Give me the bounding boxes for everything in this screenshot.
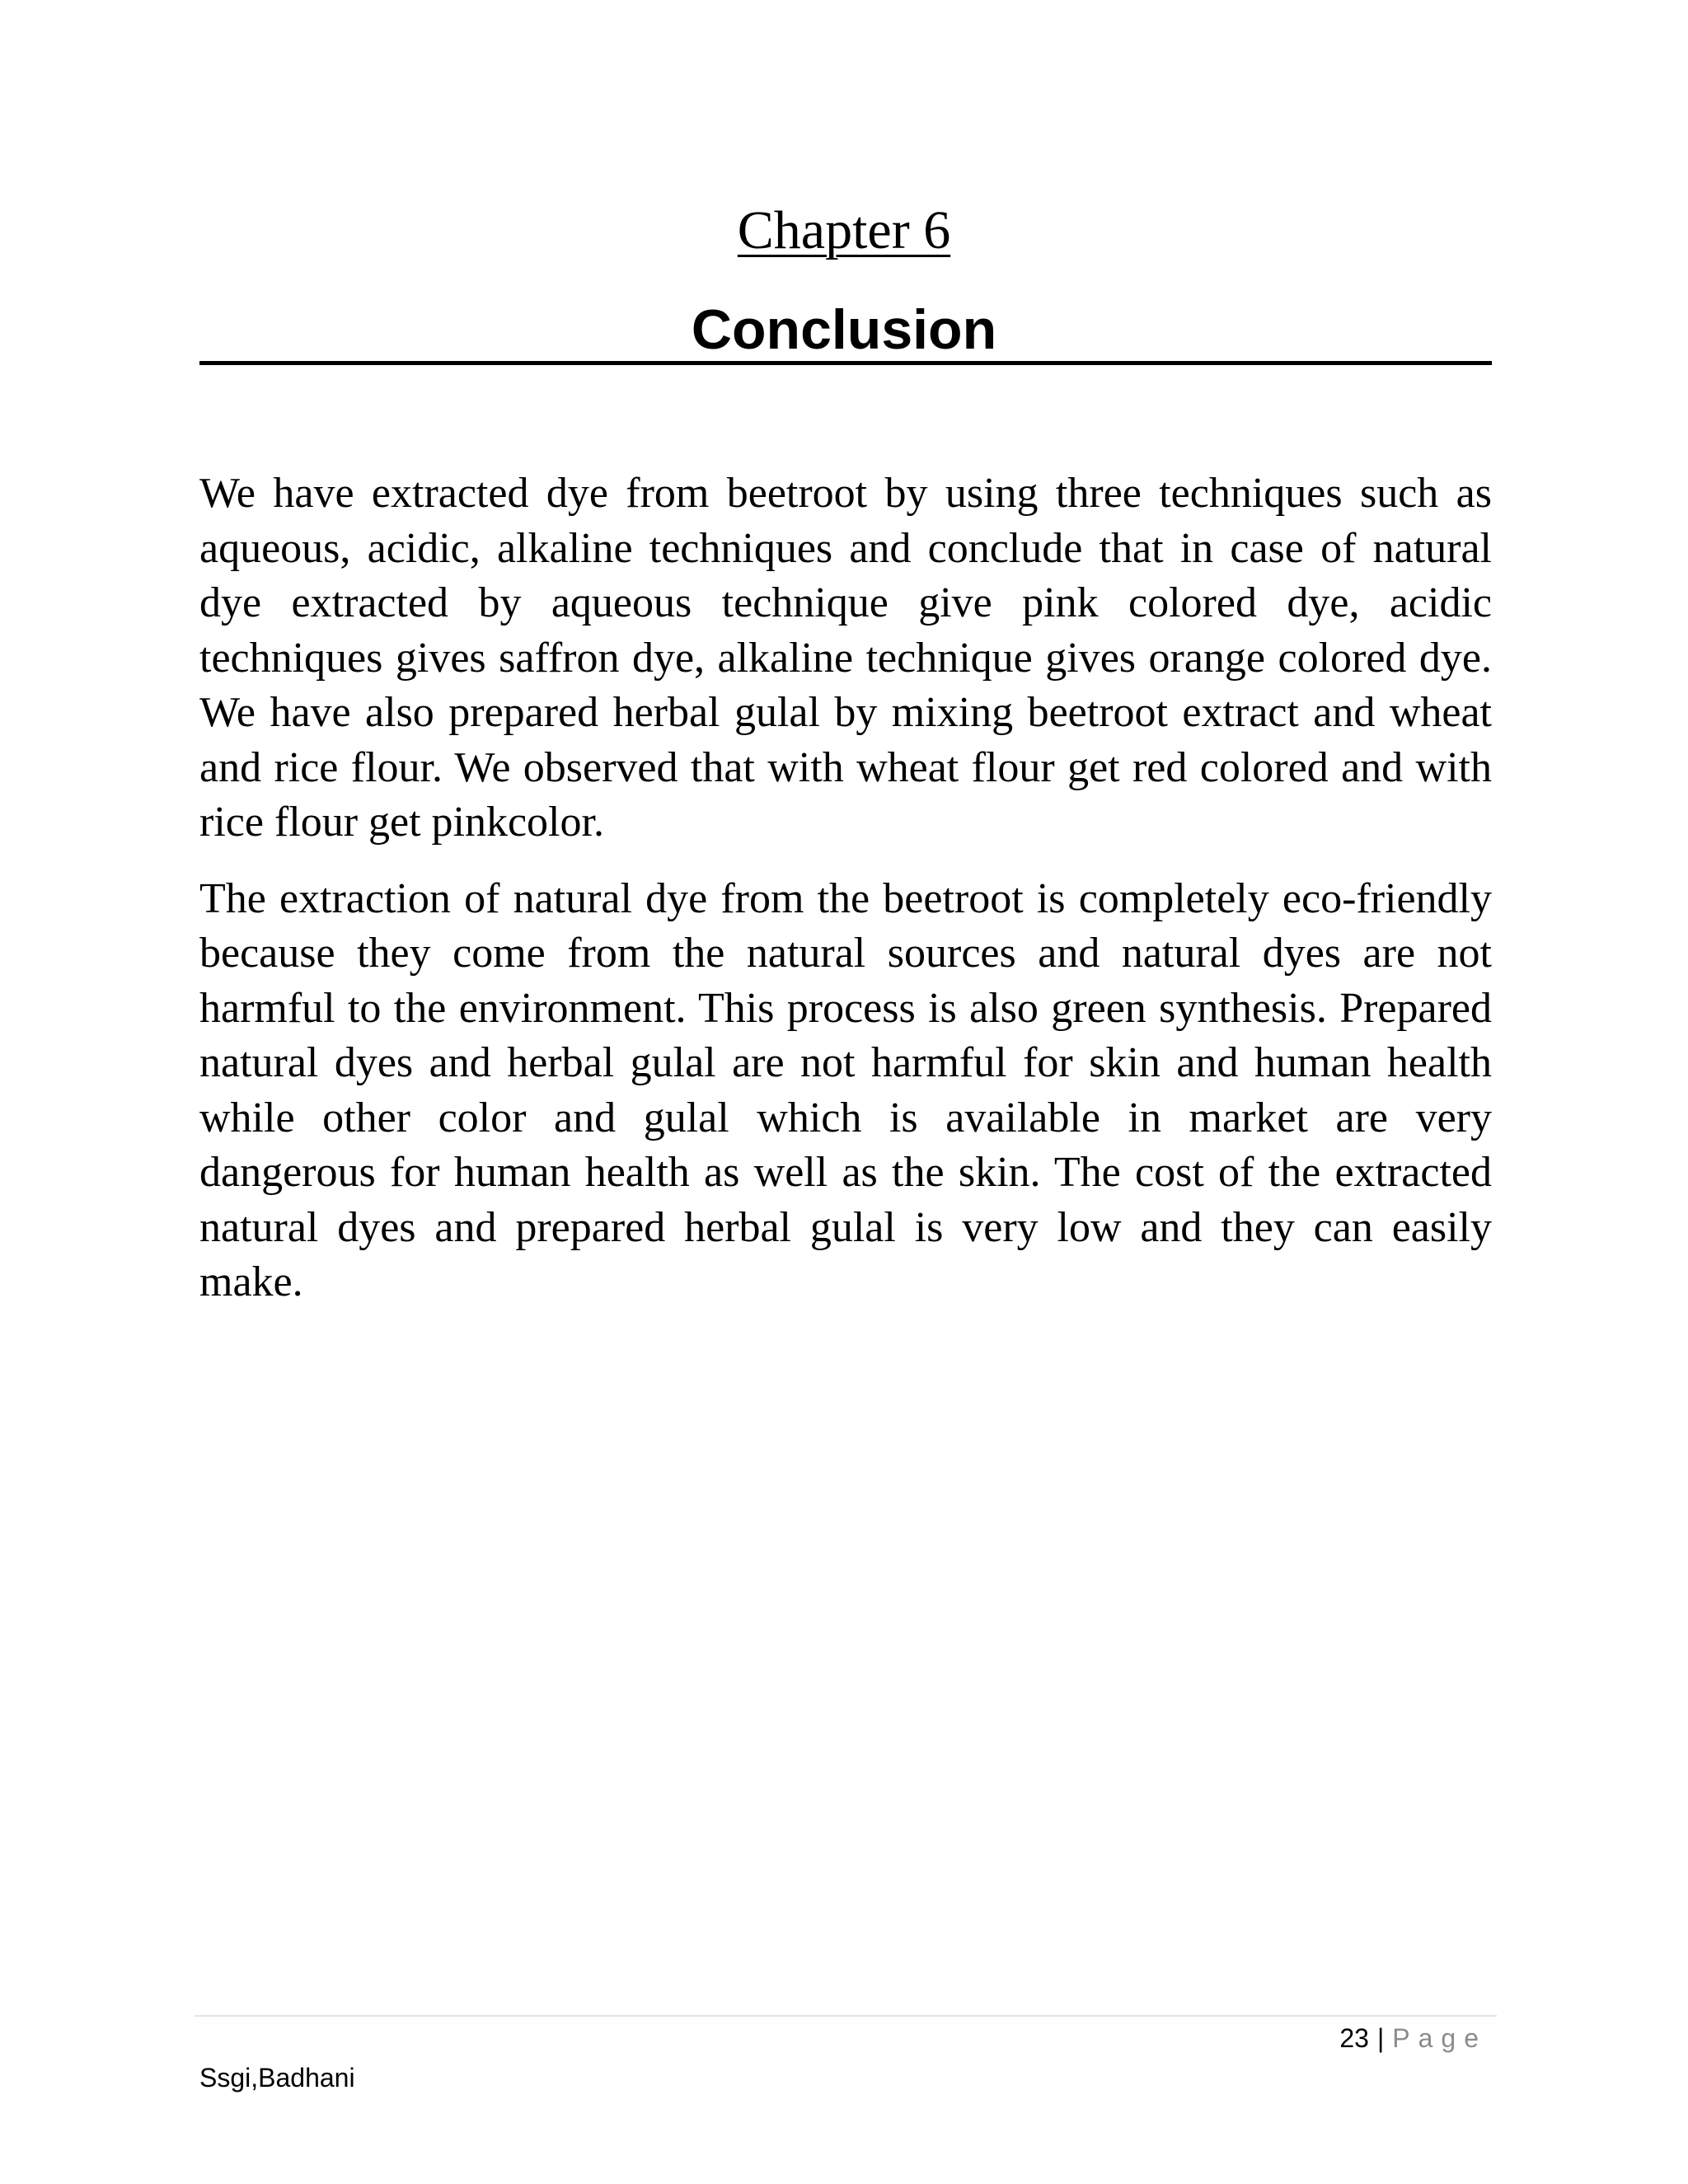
- paragraph-2: The extraction of natural dye from the beetroot is completely eco-friendly because they come from the natural sources and natural dyes are not harmful to the environment. This process is also green synthesis. Prepared natural dyes and herbal gulal are not harmful for skin and human health while other color and gulal which is available in market are very dangerous for human health as well as the skin. The cost of the extracted natural dyes and prepared herbal gulal is very low and they can easily make.: [199, 874, 1492, 1305]
- page-number: [1339, 2016, 1487, 2060]
- chapter-label-text: Chapter 6: [737, 200, 951, 260]
- footer-institution: Ssgi,Badhani: [199, 2063, 355, 2093]
- footer-divider: [195, 2015, 1497, 2017]
- page-word: Page: [1392, 2023, 1487, 2053]
- paragraph-1: We have extracted dye from beetroot by using three techniques such as aqueous, acidic, alkaline techniques and conclude that in case of natural dye extracted by aqueous technique give pink colored dye, acidic techniques gives saffron dye, alkaline technique gives orange colored dye. We have also prepared herbal gulal by mixing beetroot extract and wheat and rice flour. We observed that with wheat flour get red colored and with rice flour get pinkcolor.: [199, 470, 1492, 846]
- title-underline-divider: [199, 361, 1492, 365]
- page-number-separator: |: [1376, 2023, 1385, 2053]
- page-number-value: 23: [1339, 2023, 1369, 2053]
- chapter-label: [0, 194, 1688, 268]
- page-title: Conclusion: [691, 298, 997, 361]
- body-text: [199, 466, 1492, 1310]
